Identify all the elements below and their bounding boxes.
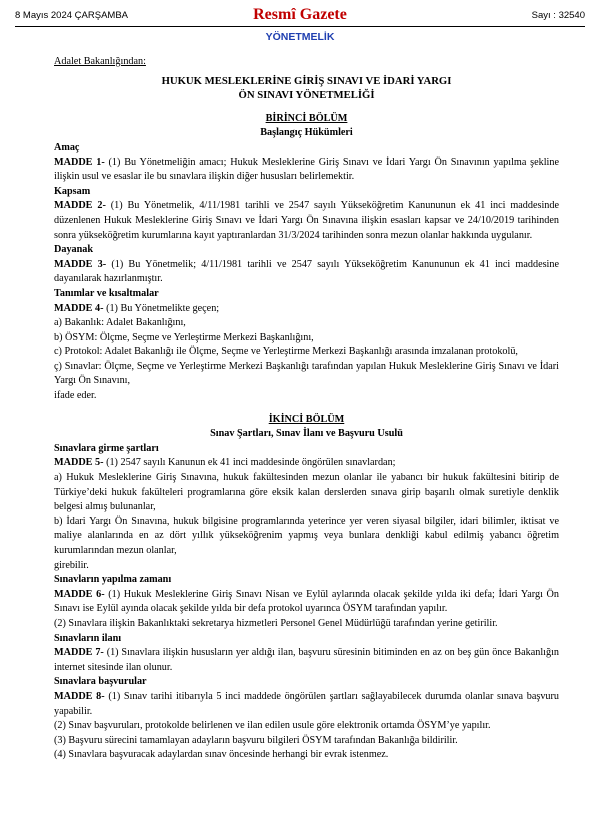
article-label: MADDE 7- [54, 647, 104, 659]
article-8 [54, 690, 559, 719]
article-label: MADDE 1- [54, 156, 105, 168]
header-divider [15, 26, 585, 27]
article-6 [54, 588, 559, 617]
header-date: 8 Mayıs 2024 ÇARŞAMBA [15, 10, 128, 21]
issue-number: Sayı : 32540 [531, 10, 585, 21]
part1-subheading: Başlangıç Hükümleri [260, 127, 353, 139]
article-closing: girebilir. [54, 559, 89, 571]
section-label: YÖNETMELİK [265, 31, 335, 43]
article-title: Kapsam [54, 185, 91, 197]
article-5 [54, 456, 559, 471]
article-title: Tanımlar ve kısaltmalar [54, 287, 159, 299]
article-title: Sınavların yapılma zamanı [54, 574, 172, 586]
article-title: Sınavlara başvurular [54, 676, 147, 688]
article-text: (1) Bu Yönetmeliğin amacı; Hukuk Mesleklerine Giriş Sınavı ve İdari Yargı Ön Sınavının yapılma şekline ilişkin usul ve esaslar ile bu sınavlara ilişkin diğer hususları belirlemektir. [54, 156, 559, 183]
article-7 [54, 646, 559, 675]
article-item: (2) Sınavlara ilişkin Bakanlıktaki sekretarya hizmetleri Personel Genel Müdürlüğü tarafından yerine getirilir. [54, 617, 498, 629]
article-3 [54, 258, 559, 287]
article-text: (1) Bu Yönetmelikte geçen; [103, 302, 220, 314]
regulation-title-line2: ÖN SINAVI YÖNETMELİĞİ [238, 89, 375, 102]
article-title: Dayanak [54, 244, 94, 256]
article-item: b) İdari Yargı Ön Sınavına, hukuk bilgisine programlarında yeterince yer veren siyasal bilgiler, idari bilimler, iktisat ve maliye alanlarında en az dört yıllık yükseköğrenim yapmış veya bunlara denkliği kabul edilmiş yabancı öğretim kurumlarından mezun olanlar, [54, 515, 559, 556]
regulation-body [54, 55, 559, 763]
page-header [15, 5, 585, 26]
article-label: MADDE 8- [54, 690, 105, 702]
article-title: Sınavlara girme şartları [54, 442, 159, 454]
article-title: Sınavların ilanı [54, 632, 122, 644]
regulation-title-line1: HUKUK MESLEKLERİNE GİRİŞ SINAVI VE İDARİ YARGI [161, 74, 452, 87]
issuer: Adalet Bakanlığından: [54, 56, 146, 67]
article-item: (3) Başvuru sürecini tamamlayan adayların başvuru bilgileri ÖSYM tarafından Bakanlığa bildirilir. [54, 734, 458, 746]
definition-item: ç) Sınavlar: Ölçme, Seçme ve Yerleştirme Merkezi Başkanlığı tarafından yapılan Hukuk Mesleklerine Giriş Sınavı ve İdari Yargı Ön Sınavını, [54, 360, 559, 387]
article-title: Amaç [54, 141, 80, 153]
part2-subheading: Sınav Şartları, Sınav İlanı ve Başvuru Usulü [210, 428, 403, 440]
article-text: (1) Bu Yönetmelik; 4/11/1981 tarihli ve 2547 sayılı Yükseköğretim Kanununun ek 41 inci maddesine dayanılarak hazırlanmıştır. [54, 258, 559, 285]
article-label: MADDE 3- [54, 258, 107, 270]
article-text: (1) Sınav tarihi itibarıyla 5 inci maddede öngörülen şartları sağlayabilecek durumda olanlar sınava başvuru yapabilir. [54, 690, 559, 717]
article-text: (1) 2547 sayılı Kanunun ek 41 inci maddesinde öngörülen sınavlardan; [103, 457, 396, 469]
article-label: MADDE 2- [54, 200, 106, 212]
part2-heading: İKİNCİ BÖLÜM [268, 413, 345, 425]
article-item: a) Hukuk Mesleklerine Giriş Sınavına, hukuk fakültesinden mezun olanlar ile yabancı bir hukuk fakültesini bitirip de Türkiye’deki hukuk fakülteleri programlarına göre eksik kalan derslerden sınava girip başarılı olmak suretiyle denklik belgesi almış bulunanlar, [54, 472, 559, 513]
article-4 [54, 302, 559, 317]
article-item: (2) Sınav başvuruları, protokolde belirlenen ve ilan edilen usule göre elektronik ortamda ÖSYM’ye yapılır. [54, 720, 491, 732]
article-text: (1) Sınavlara ilişkin hususların yer aldığı ilan, başvuru süresinin bitiminden en az on beş gün önce Bakanlığın internet sitesinde ilan olunur. [54, 647, 559, 673]
article-label: MADDE 4- [54, 302, 104, 314]
article-text: (1) Bu Yönetmelik, 4/11/1981 tarihli ve 2547 sayılı Yükseköğretim Kanununun ek 41 inci maddesinde düzenlenen Hukuk Mesleklerine Giriş Sınavı ve İdari Yargı Ön Sınavına ilişkin esasları kapsar ve 24/10/2019 tarihinden sonra yükseköğretim kurumlarına kayıt yaptıranlardan 31/3/2024 tarihinden sonra mezun olanlar hakkında uygulanır. [54, 200, 560, 241]
article-text: (1) Hukuk Mesleklerine Giriş Sınavı Nisan ve Eylül aylarında olacak şekilde yılda iki defa; İdari Yargı Ön Sınavı ise Eylül ayında olacak şekilde yılda bir defa protokol uyarınca ÖSYM tarafından yapılır. [54, 588, 559, 615]
definition-item: a) Bakanlık: Adalet Bakanlığını, [54, 317, 186, 329]
article-item: (4) Sınavlara başvuracak adaylardan sınav öncesinde herhangi bir evrak istenmez. [54, 749, 389, 761]
definition-item: b) ÖSYM: Ölçme, Seçme ve Yerleştirme Merkezi Başkanlığını, [54, 331, 314, 343]
article-label: MADDE 5- [54, 457, 104, 469]
article-2 [54, 199, 559, 243]
part1-heading: BİRİNCİ BÖLÜM [265, 112, 348, 124]
article-1 [54, 156, 559, 185]
gazette-title: Resmî Gazete [253, 6, 347, 23]
definition-item: c) Protokol: Adalet Bakanlığı ile Ölçme, Seçme ve Yerleştirme Merkezi Başkanlığı arasında imzalanan protokolü, [54, 346, 518, 358]
article-closing: ifade eder. [54, 390, 97, 402]
article-label: MADDE 6- [54, 588, 105, 600]
